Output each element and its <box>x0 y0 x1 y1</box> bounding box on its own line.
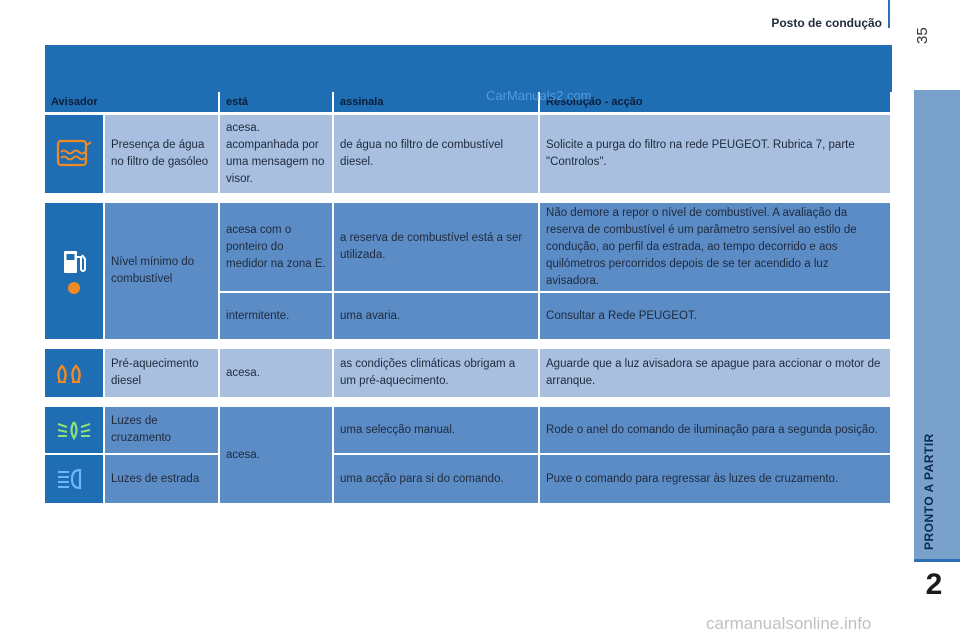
low-beam-icon-cell <box>45 407 105 455</box>
low-beam-action: Rode o anel do comando de iluminação para a segunda posição. <box>540 407 892 455</box>
high-beam-meaning: uma acção para si do comando. <box>334 455 540 505</box>
fuel-action-1: Não demore a repor o nível de combustível. A avaliação da reserva de combustível é um parâmetro sensível ao estilo de condução, ao perfil da estrada, ao tempo decorrido e aos quilómetros percorridos depois de se ter acendido a luz avisadora. <box>540 203 892 293</box>
high-beam-name: Luzes de estrada <box>105 455 220 505</box>
col-header-assinala: assinala <box>334 92 540 115</box>
fuel-level-name: Nível mínimo do combustível <box>105 203 220 341</box>
page-header-title: Posto de condução <box>771 16 882 30</box>
table-row-high-beam <box>45 455 892 505</box>
preheat-meaning: as condições climáticas obrigam a um pré-aquecimento. <box>334 349 540 399</box>
water-in-fuel-filter-icon <box>54 139 94 169</box>
fuel-state-1: acesa com o ponteiro do medidor na zona E. <box>220 203 334 293</box>
sidebar-section-label: PRONTO A PARTIR <box>922 433 936 550</box>
col-header-resolucao: Resolução - acção <box>540 92 892 115</box>
page-number: 35 <box>914 27 931 44</box>
fuel-state-2: intermitente. <box>220 293 334 341</box>
watermark-top: CarManuals2.com <box>486 88 592 103</box>
table-row-preheat <box>45 349 892 399</box>
table-header-row <box>45 92 892 115</box>
fuel-meaning-1: a reserva de combustível está a ser utilizada. <box>334 203 540 293</box>
high-beam-icon-cell <box>45 455 105 505</box>
col-header-esta: está <box>220 92 334 115</box>
water-filter-action: Solicite a purga do filtro na rede PEUGEOT. Rubrica 7, parte "Controlos". <box>540 115 892 195</box>
lights-state: acesa. <box>220 407 334 505</box>
col-header-avisador: Avisador <box>45 92 220 115</box>
fuel-meaning-2: uma avaria. <box>334 293 540 341</box>
table-row-fuel-level-1 <box>45 203 892 293</box>
high-beam-icon <box>54 466 94 492</box>
water-filter-icon-cell <box>45 115 105 195</box>
header-rule <box>888 0 890 28</box>
high-beam-action: Puxe o comando para regressar às luzes de cruzamento. <box>540 455 892 505</box>
preheat-name: Pré-aquecimento diesel <box>105 349 220 399</box>
chapter-sidebar <box>914 90 960 560</box>
low-beam-meaning: uma selecção manual. <box>334 407 540 455</box>
preheat-state: acesa. <box>220 349 334 399</box>
table-row-water-filter <box>45 115 892 195</box>
water-filter-meaning: de água no filtro de combustível diesel. <box>334 115 540 195</box>
table-row-low-beam <box>45 407 892 455</box>
preheat-action: Aguarde que a luz avisadora se apague para accionar o motor de arranque. <box>540 349 892 399</box>
low-beam-name: Luzes de cruzamento <box>105 407 220 455</box>
fuel-warning-dot-icon <box>67 281 81 295</box>
water-filter-name: Presença de água no filtro de gasóleo <box>105 115 220 195</box>
water-filter-state: acesa. acompanhada por uma mensagem no visor. <box>220 115 334 195</box>
low-beam-icon <box>54 417 94 443</box>
watermark-bottom: carmanualsonline.info <box>706 614 872 633</box>
preheat-icon-cell <box>45 349 105 399</box>
warning-lights-table <box>45 92 892 505</box>
fuel-pump-icon <box>59 247 89 277</box>
fuel-action-2: Consultar a Rede PEUGEOT. <box>540 293 892 341</box>
table-banner <box>45 45 892 92</box>
chapter-number: 2 <box>925 568 943 601</box>
glow-plug-icon <box>54 360 94 386</box>
fuel-icon-cell <box>45 203 105 341</box>
